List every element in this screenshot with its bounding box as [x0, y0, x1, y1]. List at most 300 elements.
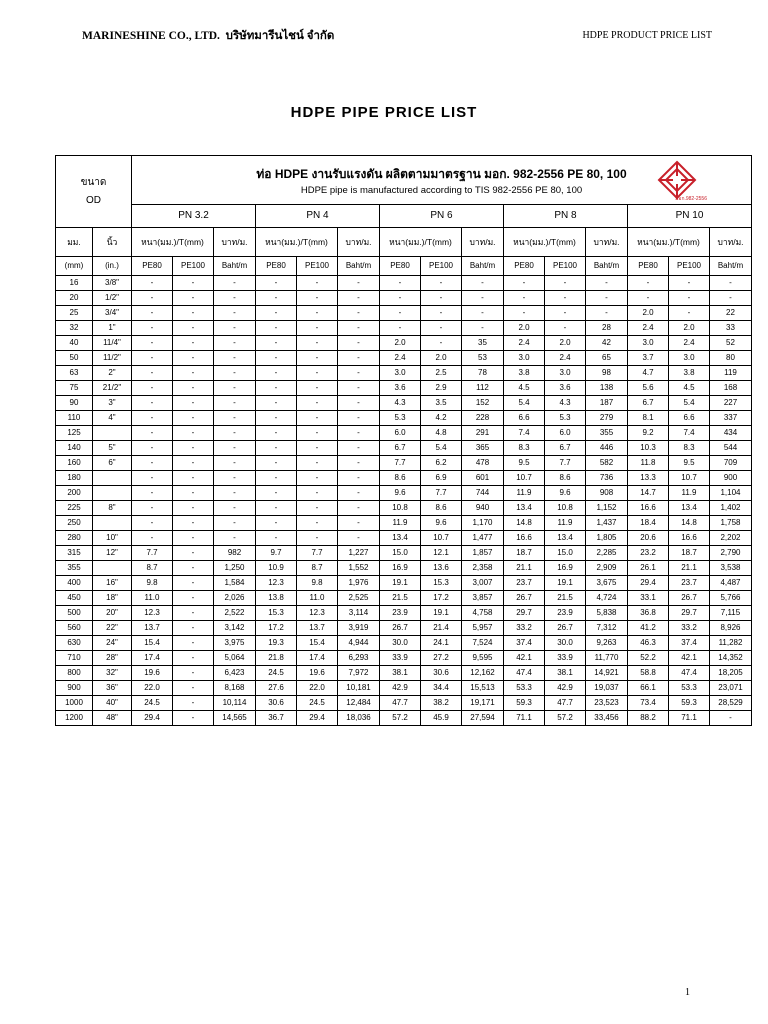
- value-cell: 24.5: [297, 696, 338, 711]
- value-cell: 7.7: [380, 456, 421, 471]
- value-cell: 10.7: [421, 531, 462, 546]
- value-cell: 1,976: [338, 576, 380, 591]
- value-cell: 15,513: [462, 681, 504, 696]
- value-cell: 13.7: [132, 621, 173, 636]
- value-cell: 16.9: [545, 561, 586, 576]
- spec-header: [132, 156, 752, 205]
- value-cell: 2.0: [545, 336, 586, 351]
- value-cell: -: [256, 486, 297, 501]
- unit-inch: (in.): [93, 257, 132, 276]
- value-cell: -: [628, 276, 669, 291]
- doc-label: HDPE PRODUCT PRICE LIST: [582, 30, 712, 41]
- value-cell: 4,758: [462, 606, 504, 621]
- value-cell: 47.4: [669, 666, 710, 681]
- value-cell: -: [297, 336, 338, 351]
- value-cell: -: [297, 366, 338, 381]
- value-cell: 8.7: [297, 561, 338, 576]
- value-cell: 10.9: [256, 561, 297, 576]
- table-row: [56, 516, 752, 531]
- value-cell: 6.7: [545, 441, 586, 456]
- value-cell: 22: [710, 306, 752, 321]
- value-cell: -: [173, 471, 214, 486]
- value-cell: 5,838: [586, 606, 628, 621]
- price-header: บาท/ม.: [586, 228, 628, 257]
- value-cell: -: [504, 291, 545, 306]
- value-cell: -: [297, 321, 338, 336]
- value-cell: 80: [710, 351, 752, 366]
- value-cell: 4.3: [545, 396, 586, 411]
- value-cell: 10.7: [669, 471, 710, 486]
- pn-header: PN 4: [256, 205, 380, 228]
- table-row: [56, 351, 752, 366]
- value-cell: -: [214, 336, 256, 351]
- value-cell: 3.8: [504, 366, 545, 381]
- value-cell: 24.5: [132, 696, 173, 711]
- value-cell: 33.2: [669, 621, 710, 636]
- value-cell: -: [173, 321, 214, 336]
- value-cell: 601: [462, 471, 504, 486]
- value-cell: -: [214, 291, 256, 306]
- od-inch-cell: 8": [93, 501, 132, 516]
- value-cell: 736: [586, 471, 628, 486]
- thickness-header: หนา(มม.)/T(mm): [628, 228, 710, 257]
- value-cell: -: [173, 276, 214, 291]
- value-cell: -: [132, 276, 173, 291]
- company-header: [82, 27, 334, 45]
- od-inch-cell: 22": [93, 621, 132, 636]
- value-cell: -: [297, 396, 338, 411]
- value-cell: 18,205: [710, 666, 752, 681]
- od-mm-cell: 900: [56, 681, 93, 696]
- value-cell: -: [421, 276, 462, 291]
- value-cell: 98: [586, 366, 628, 381]
- value-cell: 11.0: [297, 591, 338, 606]
- value-cell: 7.7: [297, 546, 338, 561]
- value-cell: -: [132, 351, 173, 366]
- value-cell: 7.4: [669, 426, 710, 441]
- value-cell: 2,790: [710, 546, 752, 561]
- value-cell: 2,026: [214, 591, 256, 606]
- od-inch-cell: 18": [93, 591, 132, 606]
- value-cell: 227: [710, 396, 752, 411]
- value-cell: -: [214, 321, 256, 336]
- company-name-th: บริษัทมารีนไชน์ จำกัด: [225, 30, 335, 42]
- pe80-header: PE80: [628, 257, 669, 276]
- value-cell: -: [545, 291, 586, 306]
- thickness-header: หนา(มม.)/T(mm): [504, 228, 586, 257]
- table-row: [56, 306, 752, 321]
- price-header: บาท/ม.: [462, 228, 504, 257]
- value-cell: -: [297, 291, 338, 306]
- value-cell: 22.0: [297, 681, 338, 696]
- value-cell: 47.4: [504, 666, 545, 681]
- size-header: [56, 156, 132, 228]
- value-cell: -: [297, 426, 338, 441]
- value-cell: 11.9: [380, 516, 421, 531]
- value-cell: -: [173, 576, 214, 591]
- value-cell: -: [256, 501, 297, 516]
- value-cell: 16.6: [628, 501, 669, 516]
- value-cell: -: [214, 471, 256, 486]
- value-cell: 47.7: [545, 696, 586, 711]
- value-cell: -: [669, 291, 710, 306]
- pe100-header: PE100: [297, 257, 338, 276]
- value-cell: -: [297, 486, 338, 501]
- value-cell: 5,766: [710, 591, 752, 606]
- value-cell: 42.9: [545, 681, 586, 696]
- value-cell: 12.3: [297, 606, 338, 621]
- value-cell: 6.6: [669, 411, 710, 426]
- od-inch-cell: 4": [93, 411, 132, 426]
- value-cell: 6.0: [380, 426, 421, 441]
- value-cell: 34.4: [421, 681, 462, 696]
- value-cell: 14,352: [710, 651, 752, 666]
- od-inch-cell: 48": [93, 711, 132, 726]
- pe100-header: PE100: [173, 257, 214, 276]
- value-cell: 3.8: [669, 366, 710, 381]
- value-cell: 10.8: [380, 501, 421, 516]
- table-row: [56, 291, 752, 306]
- unit-mm: (mm): [56, 257, 93, 276]
- size-label-th: ขนาด: [80, 176, 107, 188]
- value-cell: 33.9: [545, 651, 586, 666]
- od-inch-cell: 32": [93, 666, 132, 681]
- value-cell: -: [173, 426, 214, 441]
- od-mm-cell: 800: [56, 666, 93, 681]
- price-table: [55, 155, 752, 726]
- od-mm-cell: 630: [56, 636, 93, 651]
- value-cell: -: [132, 486, 173, 501]
- value-cell: -: [173, 381, 214, 396]
- value-cell: 434: [710, 426, 752, 441]
- table-row: [56, 486, 752, 501]
- col-inch-header: นิ้ว: [93, 228, 132, 257]
- value-cell: -: [214, 501, 256, 516]
- value-cell: -: [586, 291, 628, 306]
- value-cell: 7.7: [132, 546, 173, 561]
- od-inch-cell: [93, 561, 132, 576]
- value-cell: 28,529: [710, 696, 752, 711]
- value-cell: -: [256, 381, 297, 396]
- value-cell: 36.8: [628, 606, 669, 621]
- od-mm-cell: 160: [56, 456, 93, 471]
- value-cell: 42.1: [504, 651, 545, 666]
- value-cell: -: [256, 396, 297, 411]
- value-cell: 2.4: [504, 336, 545, 351]
- pn-header: PN 10: [628, 205, 752, 228]
- value-cell: 544: [710, 441, 752, 456]
- od-mm-cell: 560: [56, 621, 93, 636]
- value-cell: 8.3: [504, 441, 545, 456]
- value-cell: -: [545, 276, 586, 291]
- value-cell: -: [173, 561, 214, 576]
- value-cell: 744: [462, 486, 504, 501]
- value-cell: 5.3: [380, 411, 421, 426]
- value-cell: 1,152: [586, 501, 628, 516]
- table-row: [56, 321, 752, 336]
- table-row: [56, 591, 752, 606]
- value-cell: 3,675: [586, 576, 628, 591]
- value-cell: -: [173, 531, 214, 546]
- value-cell: 35: [462, 336, 504, 351]
- od-mm-cell: 32: [56, 321, 93, 336]
- value-cell: 1,758: [710, 516, 752, 531]
- value-cell: 138: [586, 381, 628, 396]
- value-cell: 27,594: [462, 711, 504, 726]
- value-cell: -: [504, 306, 545, 321]
- value-cell: -: [173, 681, 214, 696]
- table-row: [56, 651, 752, 666]
- value-cell: 12.1: [421, 546, 462, 561]
- value-cell: 4.2: [421, 411, 462, 426]
- value-cell: 78: [462, 366, 504, 381]
- value-cell: -: [173, 621, 214, 636]
- value-cell: 5,064: [214, 651, 256, 666]
- value-cell: 33,456: [586, 711, 628, 726]
- pe80-header: PE80: [504, 257, 545, 276]
- value-cell: 152: [462, 396, 504, 411]
- value-cell: 21.1: [669, 561, 710, 576]
- value-cell: 12.3: [256, 576, 297, 591]
- od-mm-cell: 180: [56, 471, 93, 486]
- value-cell: 3,142: [214, 621, 256, 636]
- od-mm-cell: 40: [56, 336, 93, 351]
- value-cell: 21.1: [504, 561, 545, 576]
- value-cell: 53.3: [669, 681, 710, 696]
- value-cell: -: [421, 291, 462, 306]
- value-cell: -: [710, 711, 752, 726]
- table-row: [56, 636, 752, 651]
- value-cell: 5.4: [421, 441, 462, 456]
- value-cell: 13.8: [256, 591, 297, 606]
- od-inch-cell: 1/2": [93, 291, 132, 306]
- value-cell: 2.4: [380, 351, 421, 366]
- value-cell: 3.7: [628, 351, 669, 366]
- value-cell: 18.4: [628, 516, 669, 531]
- value-cell: 11.0: [132, 591, 173, 606]
- table-row: [56, 456, 752, 471]
- table-row: [56, 561, 752, 576]
- value-cell: -: [462, 321, 504, 336]
- value-cell: 30.6: [421, 666, 462, 681]
- value-cell: 9.8: [297, 576, 338, 591]
- table-row: [56, 276, 752, 291]
- value-cell: 13.4: [545, 531, 586, 546]
- value-cell: 279: [586, 411, 628, 426]
- page-number: 1: [685, 987, 690, 998]
- od-inch-cell: [93, 471, 132, 486]
- value-cell: 9,595: [462, 651, 504, 666]
- value-cell: 23,523: [586, 696, 628, 711]
- table-row: [56, 576, 752, 591]
- value-cell: -: [504, 276, 545, 291]
- value-cell: -: [132, 531, 173, 546]
- value-cell: -: [173, 516, 214, 531]
- od-inch-cell: 6": [93, 456, 132, 471]
- value-cell: 2.0: [628, 306, 669, 321]
- value-cell: 446: [586, 441, 628, 456]
- od-inch-cell: 40": [93, 696, 132, 711]
- od-mm-cell: 225: [56, 501, 93, 516]
- value-cell: 3.6: [380, 381, 421, 396]
- price-header: บาท/ม.: [710, 228, 752, 257]
- value-cell: 4.8: [421, 426, 462, 441]
- value-cell: 47.7: [380, 696, 421, 711]
- value-cell: 17.4: [132, 651, 173, 666]
- value-cell: 1,250: [214, 561, 256, 576]
- value-cell: 10,114: [214, 696, 256, 711]
- value-cell: 26.7: [669, 591, 710, 606]
- value-cell: 1,805: [586, 531, 628, 546]
- value-cell: 17.2: [421, 591, 462, 606]
- tis-standard-logo-icon: [657, 160, 697, 200]
- value-cell: 3,975: [214, 636, 256, 651]
- value-cell: -: [338, 336, 380, 351]
- value-cell: 26.7: [545, 621, 586, 636]
- value-cell: -: [214, 276, 256, 291]
- value-cell: -: [338, 486, 380, 501]
- value-cell: 16.9: [380, 561, 421, 576]
- table-row: [56, 441, 752, 456]
- value-cell: -: [173, 546, 214, 561]
- od-mm-cell: 1000: [56, 696, 93, 711]
- value-cell: 4,944: [338, 636, 380, 651]
- value-cell: 29.4: [628, 576, 669, 591]
- value-cell: 19.1: [545, 576, 586, 591]
- value-cell: -: [338, 516, 380, 531]
- value-cell: -: [380, 321, 421, 336]
- value-cell: -: [173, 366, 214, 381]
- value-cell: 8.6: [421, 501, 462, 516]
- value-cell: 23,071: [710, 681, 752, 696]
- value-cell: 3,007: [462, 576, 504, 591]
- value-cell: 2.4: [669, 336, 710, 351]
- value-cell: 52.2: [628, 651, 669, 666]
- value-cell: -: [586, 276, 628, 291]
- value-cell: 38.1: [380, 666, 421, 681]
- table-row: [56, 381, 752, 396]
- value-cell: 3.6: [545, 381, 586, 396]
- value-cell: 365: [462, 441, 504, 456]
- value-cell: 228: [462, 411, 504, 426]
- value-cell: 14.7: [628, 486, 669, 501]
- value-cell: -: [669, 306, 710, 321]
- value-cell: 709: [710, 456, 752, 471]
- value-cell: -: [132, 501, 173, 516]
- pe80-header: PE80: [132, 257, 173, 276]
- thickness-header: หนา(มม.)/T(mm): [256, 228, 338, 257]
- value-cell: 59.3: [669, 696, 710, 711]
- value-cell: 16.6: [669, 531, 710, 546]
- value-cell: 8.6: [545, 471, 586, 486]
- value-cell: -: [297, 441, 338, 456]
- value-cell: 11.9: [545, 516, 586, 531]
- value-cell: -: [214, 426, 256, 441]
- value-cell: 9.7: [256, 546, 297, 561]
- value-cell: -: [132, 321, 173, 336]
- value-cell: 6.9: [421, 471, 462, 486]
- value-cell: -: [132, 291, 173, 306]
- value-cell: 9.6: [380, 486, 421, 501]
- value-cell: 12,484: [338, 696, 380, 711]
- value-cell: 15.0: [380, 546, 421, 561]
- value-cell: 10.3: [628, 441, 669, 456]
- table-row: [56, 696, 752, 711]
- pn-header: PN 3.2: [132, 205, 256, 228]
- value-cell: -: [173, 441, 214, 456]
- value-cell: 11.8: [628, 456, 669, 471]
- value-cell: -: [669, 276, 710, 291]
- value-cell: 6,293: [338, 651, 380, 666]
- value-cell: 19,171: [462, 696, 504, 711]
- value-cell: 14,921: [586, 666, 628, 681]
- table-row: [56, 621, 752, 636]
- od-inch-cell: 3": [93, 396, 132, 411]
- value-cell: 29.7: [669, 606, 710, 621]
- value-cell: 23.7: [504, 576, 545, 591]
- value-cell: -: [462, 291, 504, 306]
- value-cell: -: [173, 501, 214, 516]
- od-mm-cell: 110: [56, 411, 93, 426]
- value-cell: -: [380, 306, 421, 321]
- value-cell: 8.3: [669, 441, 710, 456]
- od-mm-cell: 450: [56, 591, 93, 606]
- value-cell: -: [173, 651, 214, 666]
- value-cell: 15.4: [132, 636, 173, 651]
- value-cell: 7,524: [462, 636, 504, 651]
- value-cell: 38.1: [545, 666, 586, 681]
- value-cell: 3.0: [669, 351, 710, 366]
- value-cell: 26.1: [628, 561, 669, 576]
- logo-caption: มอก.982-2556: [675, 196, 707, 202]
- value-cell: -: [338, 351, 380, 366]
- value-cell: 2,525: [338, 591, 380, 606]
- od-mm-cell: 63: [56, 366, 93, 381]
- value-cell: -: [214, 531, 256, 546]
- value-cell: 908: [586, 486, 628, 501]
- table-row: [56, 546, 752, 561]
- value-cell: -: [338, 396, 380, 411]
- value-cell: 10.8: [545, 501, 586, 516]
- value-cell: 2.0: [669, 321, 710, 336]
- table-row: [56, 396, 752, 411]
- value-cell: 19,037: [586, 681, 628, 696]
- od-inch-cell: 1": [93, 321, 132, 336]
- value-cell: 355: [586, 426, 628, 441]
- value-cell: 33.2: [504, 621, 545, 636]
- value-cell: -: [297, 456, 338, 471]
- value-cell: -: [297, 516, 338, 531]
- thickness-header: หนา(มม.)/T(mm): [380, 228, 462, 257]
- value-cell: -: [338, 321, 380, 336]
- value-cell: 33.1: [628, 591, 669, 606]
- value-cell: 20.6: [628, 531, 669, 546]
- value-cell: -: [214, 351, 256, 366]
- value-cell: 13.6: [421, 561, 462, 576]
- value-cell: -: [132, 426, 173, 441]
- value-cell: -: [338, 426, 380, 441]
- baht-per-m-header: Baht/m: [586, 257, 628, 276]
- value-cell: 15.0: [545, 546, 586, 561]
- value-cell: -: [173, 411, 214, 426]
- value-cell: -: [132, 471, 173, 486]
- value-cell: 187: [586, 396, 628, 411]
- value-cell: 5.3: [545, 411, 586, 426]
- value-cell: -: [132, 306, 173, 321]
- value-cell: 14.8: [669, 516, 710, 531]
- value-cell: -: [297, 471, 338, 486]
- company-name: MARINESHINE CO., LTD.: [82, 30, 220, 42]
